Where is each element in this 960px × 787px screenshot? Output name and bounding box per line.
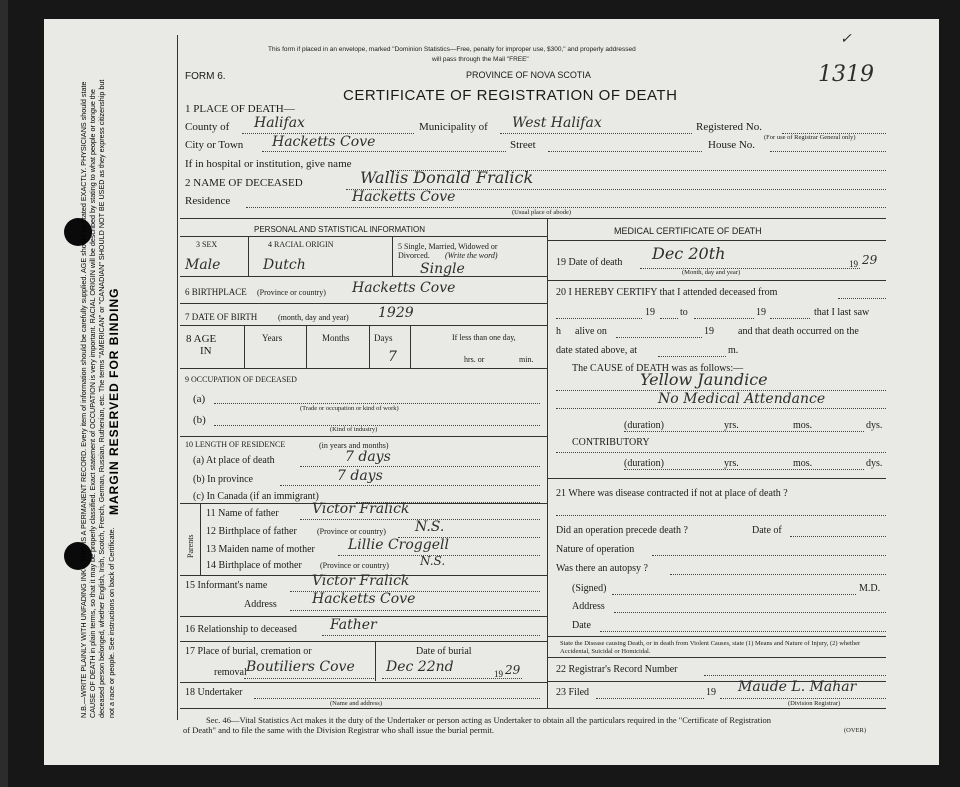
yrs-label-2: yrs. [724, 458, 739, 469]
occupation-a-field [214, 403, 540, 404]
alive-on-field [616, 337, 702, 338]
informant-address-label: Address [244, 599, 277, 610]
attended-end-year-field [770, 318, 810, 319]
mother-birthplace-value: N.S. [420, 554, 446, 568]
medical-rule-1 [547, 280, 886, 281]
name-of-deceased-value: Wallis Donald Fralick [360, 168, 534, 187]
marital-status-value: Single [420, 261, 465, 277]
years-label: Years [262, 333, 283, 343]
days-value: 7 [388, 349, 397, 365]
date-stated-label: date stated above, at [556, 345, 638, 356]
medical-date-label: Date [572, 620, 591, 631]
row-rule-3 [180, 325, 547, 326]
violent-causes-note: State the Disease causing Death, or in death from Violent Causes, state (1) Means and Nature of Injury, (2) whether Accidental, Suicidal or Homicidal. [560, 640, 861, 655]
attendance-value: No Medical Attendance [658, 391, 826, 407]
nineteen-b: 19 [756, 307, 766, 318]
informant-address-field [290, 610, 540, 611]
burial-date-label: Date of burial [416, 646, 472, 657]
burial-label: 17 Place of burial, cremation or [185, 646, 312, 657]
filed-label: 23 Filed [556, 687, 590, 698]
residence-label: Residence [185, 195, 231, 207]
at-place-value: 7 days [345, 449, 391, 465]
less-than-day-label: If less than one day, [452, 333, 516, 342]
cause-value: Yellow Jaundice [640, 370, 768, 389]
contributory-line [556, 452, 886, 453]
father-birthplace-value: N.S. [415, 519, 445, 535]
date-of-death-field [640, 268, 860, 269]
row-rule-4 [180, 368, 547, 369]
yrs-label-1: yrs. [724, 420, 739, 431]
age-label: 8 AGE [186, 333, 217, 345]
father-birthplace-note: (Province or country) [317, 527, 386, 536]
row-rule-9 [180, 641, 547, 642]
certify-label: 20 I HEREBY CERTIFY that I attended deceased from [556, 287, 778, 298]
contracted-field [556, 515, 886, 516]
municipality-value: West Halifax [512, 115, 602, 131]
race-divider [392, 236, 393, 276]
filed-field [596, 698, 704, 699]
margin-title: MARGIN RESERVED FOR BINDING [107, 287, 121, 515]
registrar-signature-field [720, 698, 886, 699]
death-year-value: 29 [862, 253, 878, 267]
medical-address-field [614, 612, 886, 613]
date-of-death-note: (Month, day and year) [682, 269, 741, 276]
duration-field-1 [624, 431, 864, 432]
personal-header-rule [180, 236, 547, 237]
mos-label-1: mos. [793, 420, 813, 431]
informant-value: Victor Fralick [312, 573, 410, 589]
medical-header: MEDICAL CERTIFICATE OF DEATH [614, 226, 762, 236]
months-label: Months [322, 333, 350, 343]
dob-note: (month, day and year) [278, 313, 349, 322]
name-of-deceased-label: 2 NAME OF DECEASED [185, 177, 303, 189]
death-occurred-label: and that death occurred on the [738, 326, 859, 337]
margin-instructions: N.B.—WRITE PLAINLY WITH UNFADING INK—THIS IS A PERMANENT RECORD. Every item of information should be carefully supplied. AGE should be stated EXACTLY. PHYSICIANS should state CAUSE OF DEATH in plain terms, so that it may be properly classified. Exact statement of OCCUPATION is very important. RACIAL ORIGIN will be described by stating to what people or tongue the deceased person belonged, whether English, Irish, Scotch, French, German, Russian, Ruthenian, etc. The terms "AMERICAN" or "CANADIAN" SHOULD NOT BE USED as they express citizenship but not a race or people. See instructions on back of Certificate. [79, 79, 116, 718]
grid-top-rule [180, 218, 886, 219]
dob-value: 1929 [378, 305, 414, 321]
m-label: m. [728, 345, 739, 356]
burial-place-value: Boutiliers Cove [246, 659, 355, 675]
informant-address-value: Hacketts Cove [312, 591, 416, 607]
signed-field [612, 594, 856, 595]
medical-rule-2 [547, 478, 886, 479]
age-divider-3 [369, 325, 370, 368]
row-rule-2 [180, 303, 547, 304]
house-no-label: House No. [708, 139, 756, 151]
removal-label: removal [214, 667, 247, 678]
duration-field-2 [624, 469, 864, 470]
medical-date-field [600, 631, 886, 632]
date-of-death-label: 19 Date of death [556, 257, 623, 268]
burial-year-value: 29 [505, 663, 521, 677]
residence-note: (Usual place of abode) [512, 209, 572, 216]
days-label: Days [374, 333, 393, 343]
occupation-b-field [214, 425, 540, 426]
occupation-label: 9 OCCUPATION OF DECEASED [185, 375, 297, 384]
contributory-label: CONTRIBUTORY [572, 437, 650, 448]
residence-length-label: 10 LENGTH OF RESIDENCE [185, 440, 286, 449]
check-mark-icon: ✓ [840, 31, 852, 47]
nineteen-a: 19 [645, 307, 655, 318]
age-in-label: IN [200, 345, 212, 357]
operation-date-label: Date of [752, 525, 782, 536]
personal-info-header: PERSONAL AND STATISTICAL INFORMATION [254, 225, 425, 234]
residence-field [246, 207, 886, 208]
operation-date-field [790, 536, 886, 537]
mail-notice-line2: will pass through the Mail "FREE" [432, 56, 529, 63]
province-heading: PROVINCE OF NOVA SCOTIA [466, 70, 591, 80]
nature-field [652, 555, 886, 556]
burial-year-prefix: 19 [494, 669, 503, 679]
row-rule-1 [180, 276, 547, 277]
undertaker-label: 18 Undertaker [185, 687, 243, 698]
sex-value: Male [185, 257, 221, 273]
father-name-value: Victor Fralick [312, 501, 410, 517]
autopsy-field [670, 574, 886, 575]
mos-label-2: mos. [793, 458, 813, 469]
in-province-label: (b) In province [193, 474, 253, 485]
dys-label-2: dys. [866, 458, 883, 469]
registrar-general-note: (For use of Registrar General only) [764, 134, 856, 141]
registrar-signature: Maude L. Mahar [738, 679, 857, 695]
operation-label: Did an operation precede death ? [556, 525, 688, 536]
street-label: Street [510, 139, 536, 151]
in-province-value: 7 days [337, 468, 383, 484]
residence-length-note: (in years and months) [319, 441, 389, 450]
sex-divider [248, 236, 249, 276]
occupation-a-note: (Trade or occupation or kind of work) [300, 405, 399, 412]
last-saw-label: that I last saw [814, 307, 870, 318]
medical-rule-3 [547, 636, 886, 637]
city-field [262, 151, 506, 152]
cause-label: The CAUSE of DEATH was as follows:— [572, 363, 744, 374]
row-rule-10 [180, 682, 547, 683]
hospital-label: If in hospital or institution, give name [185, 158, 352, 170]
dob-label: 7 DATE OF BIRTH [185, 312, 258, 322]
autopsy-label: Was there an autopsy ? [556, 563, 648, 574]
undertaker-note: (Name and address) [330, 700, 382, 707]
county-value: Halifax [254, 115, 305, 131]
duration-label-1: (duration) [624, 420, 664, 431]
age-divider-2 [306, 325, 307, 368]
hrs-label: hrs. or [464, 355, 485, 364]
form-number: FORM 6. [185, 71, 226, 82]
birthplace-value: Hacketts Cove [352, 280, 456, 296]
relationship-field [322, 635, 540, 636]
sex-label: 3 SEX [196, 240, 218, 249]
marital-write-note: (Write the word) [445, 251, 498, 260]
time-of-death-field [658, 356, 726, 357]
certificate-title: CERTIFICATE OF REGISTRATION OF DEATH [343, 87, 678, 104]
to-label: to [680, 307, 688, 318]
parents-label: Parents [186, 534, 195, 558]
occupation-a-label: (a) [193, 393, 206, 405]
grid-bottom-rule [180, 708, 886, 709]
grid-divider [547, 218, 548, 708]
cause-line-2 [556, 408, 886, 409]
father-name-label: 11 Name of father [206, 508, 279, 519]
over-note: (OVER) [844, 727, 867, 734]
attended-start-year-field [660, 318, 678, 319]
division-registrar-note: (Division Registrar) [788, 700, 841, 707]
footer-line2: of Death" and to file the same with the Division Registrar who shall issue the burial permit. [183, 725, 495, 735]
mother-birthplace-label: 14 Birthplace of mother [206, 560, 302, 571]
racial-origin-label: 4 RACIAL ORIGIN [268, 240, 334, 249]
attended-start-field [556, 318, 642, 319]
marital-label2: Divorced. [398, 251, 430, 260]
parents-divider [200, 503, 201, 575]
in-province-field [280, 485, 540, 486]
municipality-field [500, 133, 692, 134]
md-label: M.D. [859, 583, 881, 594]
relationship-value: Father [330, 617, 377, 633]
racial-origin-value: Dutch [263, 257, 306, 273]
mother-name-label: 13 Maiden name of mother [206, 544, 315, 555]
in-canada-label: (c) In Canada (if an immigrant) [193, 491, 319, 502]
occupation-b-label: (b) [193, 414, 206, 426]
death-year-prefix: 19 [849, 259, 858, 269]
min-label: min. [519, 355, 534, 364]
municipality-label: Municipality of [419, 121, 488, 133]
dys-label-1: dys. [866, 420, 883, 431]
record-number-field [704, 675, 886, 676]
date-of-death-value: Dec 20th [652, 244, 726, 263]
stamp-number: 1319 [818, 62, 874, 87]
row-rule-5 [180, 436, 547, 437]
attended-end-field [694, 318, 754, 319]
record-number-label: 22 Registrar's Record Number [556, 664, 678, 675]
burial-date-value: Dec 22nd [386, 659, 454, 675]
birthplace-label: 6 BIRTHPLACE [185, 287, 247, 297]
cause-line-1 [556, 390, 886, 391]
residence-value: Hacketts Cove [352, 189, 456, 205]
occupation-b-note: (Kind of industry) [330, 426, 378, 433]
at-place-field [300, 466, 540, 467]
nature-label: Nature of operation [556, 544, 635, 555]
mother-birthplace-note: (Province or country) [320, 561, 389, 570]
h-label: h [556, 326, 561, 337]
birthplace-note: (Province or country) [257, 288, 326, 297]
alive-on-label: alive on [575, 326, 607, 337]
at-place-label: (a) At place of death [193, 455, 275, 466]
medical-rule-4 [547, 657, 886, 658]
undertaker-field [254, 698, 540, 699]
house-no-field [770, 151, 886, 152]
medical-address-label: Address [572, 601, 605, 612]
county-label: County of [185, 121, 230, 133]
binding-margin-rule [177, 35, 178, 720]
signed-label: (Signed) [572, 583, 607, 594]
marital-label: 5 Single, Married, Widowed or [398, 242, 498, 251]
age-divider-1 [244, 325, 245, 368]
contracted-label: 21 Where was disease contracted if not at place of death ? [556, 488, 788, 499]
informant-label: 15 Informant's name [185, 580, 268, 591]
medical-header-rule [547, 240, 886, 241]
duration-label-2: (duration) [624, 458, 664, 469]
burial-divider [375, 641, 376, 681]
burial-place-field [244, 678, 374, 679]
street-field [548, 151, 702, 152]
relationship-label: 16 Relationship to deceased [185, 624, 297, 635]
attended-from-field [838, 298, 886, 299]
filed-year-label: 19 [706, 687, 716, 698]
footer-line1: Sec. 46—Vital Statistics Act makes it the duty of the Undertaker or person acting as Undertaker to obtain all the particulars required in the "Certificate of Registration [206, 715, 771, 725]
father-birthplace-label: 12 Birthplace of father [206, 526, 297, 537]
mother-name-value: Lillie Croggell [348, 537, 449, 553]
age-divider-4 [410, 325, 411, 368]
place-of-death-section: 1 PLACE OF DEATH— [185, 103, 295, 115]
mail-notice-line1: This form if placed in an envelope, marked "Dominion Statistics—Free, penalty for improper use, $300," and properly addressed [268, 46, 636, 53]
scan-edge [0, 0, 8, 787]
registered-no-label: Registered No. [696, 121, 762, 133]
city-label: City or Town [185, 139, 244, 151]
city-value: Hacketts Cove [272, 134, 376, 150]
nineteen-c: 19 [704, 326, 714, 337]
